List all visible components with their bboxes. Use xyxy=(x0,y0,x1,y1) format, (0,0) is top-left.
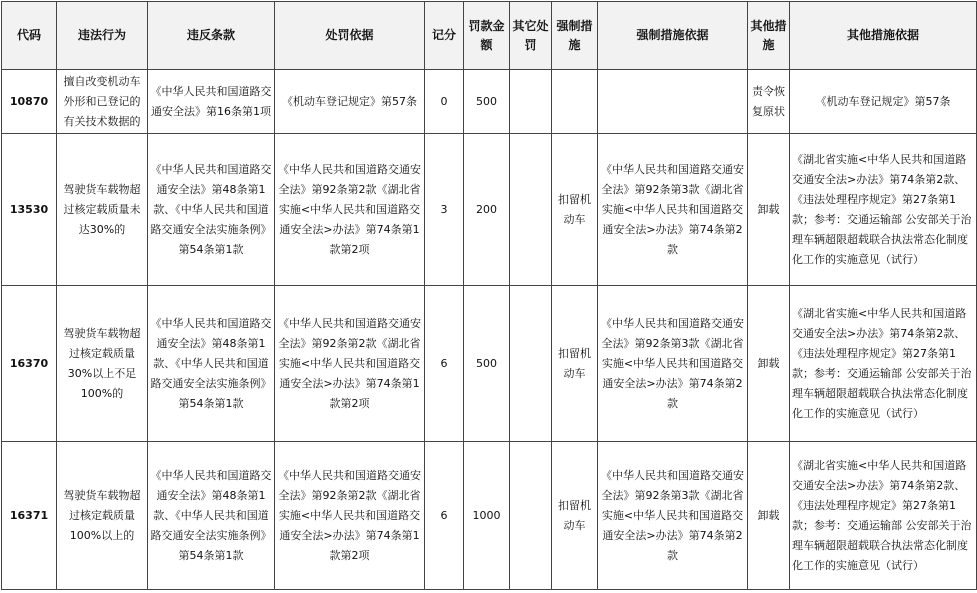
fine-cell: 500 xyxy=(464,286,510,442)
measure-cell: 扣留机动车 xyxy=(552,442,598,590)
other-basis-cell: 《机动车登记规定》第57条 xyxy=(790,70,977,134)
code-cell: 16370 xyxy=(2,286,57,442)
header-row xyxy=(2,2,977,70)
measure-cell: 扣留机动车 xyxy=(552,134,598,286)
table-row xyxy=(2,70,977,134)
measure-basis-cell: 《中华人民共和国道路交通安全法》第92条第3款《湖北省实施<中华人民共和国道路交通安全法>办法》第74条第2款 xyxy=(598,134,748,286)
table-row xyxy=(2,442,977,590)
other-penalty-cell xyxy=(510,286,552,442)
fine-cell: 1000 xyxy=(464,442,510,590)
basis-cell: 《中华人民共和国道路交通安全法》第92条第2款《湖北省实施<中华人民共和国道路交通安全法>办法》第74条第1款第2项 xyxy=(275,286,425,442)
fine-cell: 500 xyxy=(464,70,510,134)
measure-basis-cell xyxy=(598,70,748,134)
code-cell: 10870 xyxy=(2,70,57,134)
header-cell: 违反条款 xyxy=(148,2,275,70)
violations-table xyxy=(1,1,977,590)
other-penalty-cell xyxy=(510,70,552,134)
clause-cell: 《中华人民共和国道路交通安全法》第48条第1款、《中华人民共和国道路交通安全法实施条例》第54条第1款 xyxy=(148,134,275,286)
points-cell: 3 xyxy=(425,134,464,286)
code-cell: 16371 xyxy=(2,442,57,590)
header-cell: 强制措施依据 xyxy=(598,2,748,70)
other-basis-cell: 《湖北省实施<中华人民共和国道路交通安全法>办法》第74条第2款、《违法处理程序规定》第27条第1款；参考：交通运输部 公安部关于治理车辆超限超载联合执法常态化制度化工作的实施意见（试行） xyxy=(790,286,977,442)
other-measure-cell: 卸载 xyxy=(748,286,790,442)
other-basis-cell: 《湖北省实施<中华人民共和国道路交通安全法>办法》第74条第2款、《违法处理程序规定》第27条第1款；参考：交通运输部 公安部关于治理车辆超限超载联合执法常态化制度化工作的实施意见（试行） xyxy=(790,442,977,590)
other-measure-cell: 责令恢复原状 xyxy=(748,70,790,134)
measure-basis-cell: 《中华人民共和国道路交通安全法》第92条第3款《湖北省实施<中华人民共和国道路交通安全法>办法》第74条第2款 xyxy=(598,442,748,590)
header-cell: 记分 xyxy=(425,2,464,70)
clause-cell: 《中华人民共和国道路交通安全法》第16条第1项 xyxy=(148,70,275,134)
clause-cell: 《中华人民共和国道路交通安全法》第48条第1款、《中华人民共和国道路交通安全法实施条例》第54条第1款 xyxy=(148,286,275,442)
basis-cell: 《机动车登记规定》第57条 xyxy=(275,70,425,134)
header-cell: 罚款金额 xyxy=(464,2,510,70)
basis-cell: 《中华人民共和国道路交通安全法》第92条第2款《湖北省实施<中华人民共和国道路交通安全法>办法》第74条第1款第2项 xyxy=(275,442,425,590)
header-cell: 违法行为 xyxy=(57,2,148,70)
header-cell: 强制措施 xyxy=(552,2,598,70)
points-cell: 6 xyxy=(425,442,464,590)
act-cell: 驾驶货车载物超过核定载质量30%以上不足100%的 xyxy=(57,286,148,442)
other-penalty-cell xyxy=(510,134,552,286)
points-cell: 6 xyxy=(425,286,464,442)
other-penalty-cell xyxy=(510,442,552,590)
other-measure-cell: 卸载 xyxy=(748,442,790,590)
basis-cell: 《中华人民共和国道路交通安全法》第92条第2款《湖北省实施<中华人民共和国道路交通安全法>办法》第74条第1款第2项 xyxy=(275,134,425,286)
clause-cell: 《中华人民共和国道路交通安全法》第48条第1款、《中华人民共和国道路交通安全法实施条例》第54条第1款 xyxy=(148,442,275,590)
header-cell: 处罚依据 xyxy=(275,2,425,70)
act-cell: 驾驶货车载物超过核定载质量未达30%的 xyxy=(57,134,148,286)
header-cell: 其他措施依据 xyxy=(790,2,977,70)
header-cell: 代码 xyxy=(2,2,57,70)
act-cell: 擅自改变机动车外形和已登记的有关技术数据的 xyxy=(57,70,148,134)
table-row xyxy=(2,134,977,286)
measure-cell xyxy=(552,70,598,134)
measure-cell: 扣留机动车 xyxy=(552,286,598,442)
act-cell: 驾驶货车载物超过核定载质量100%以上的 xyxy=(57,442,148,590)
header-cell: 其他措施 xyxy=(748,2,790,70)
header-cell: 其它处罚 xyxy=(510,2,552,70)
other-basis-cell: 《湖北省实施<中华人民共和国道路交通安全法>办法》第74条第2款、《违法处理程序规定》第27条第1款；参考：交通运输部 公安部关于治理车辆超限超载联合执法常态化制度化工作的实施意见（试行） xyxy=(790,134,977,286)
points-cell: 0 xyxy=(425,70,464,134)
measure-basis-cell: 《中华人民共和国道路交通安全法》第92条第3款《湖北省实施<中华人民共和国道路交通安全法>办法》第74条第2款 xyxy=(598,286,748,442)
table-row xyxy=(2,286,977,442)
code-cell: 13530 xyxy=(2,134,57,286)
fine-cell: 200 xyxy=(464,134,510,286)
other-measure-cell: 卸载 xyxy=(748,134,790,286)
